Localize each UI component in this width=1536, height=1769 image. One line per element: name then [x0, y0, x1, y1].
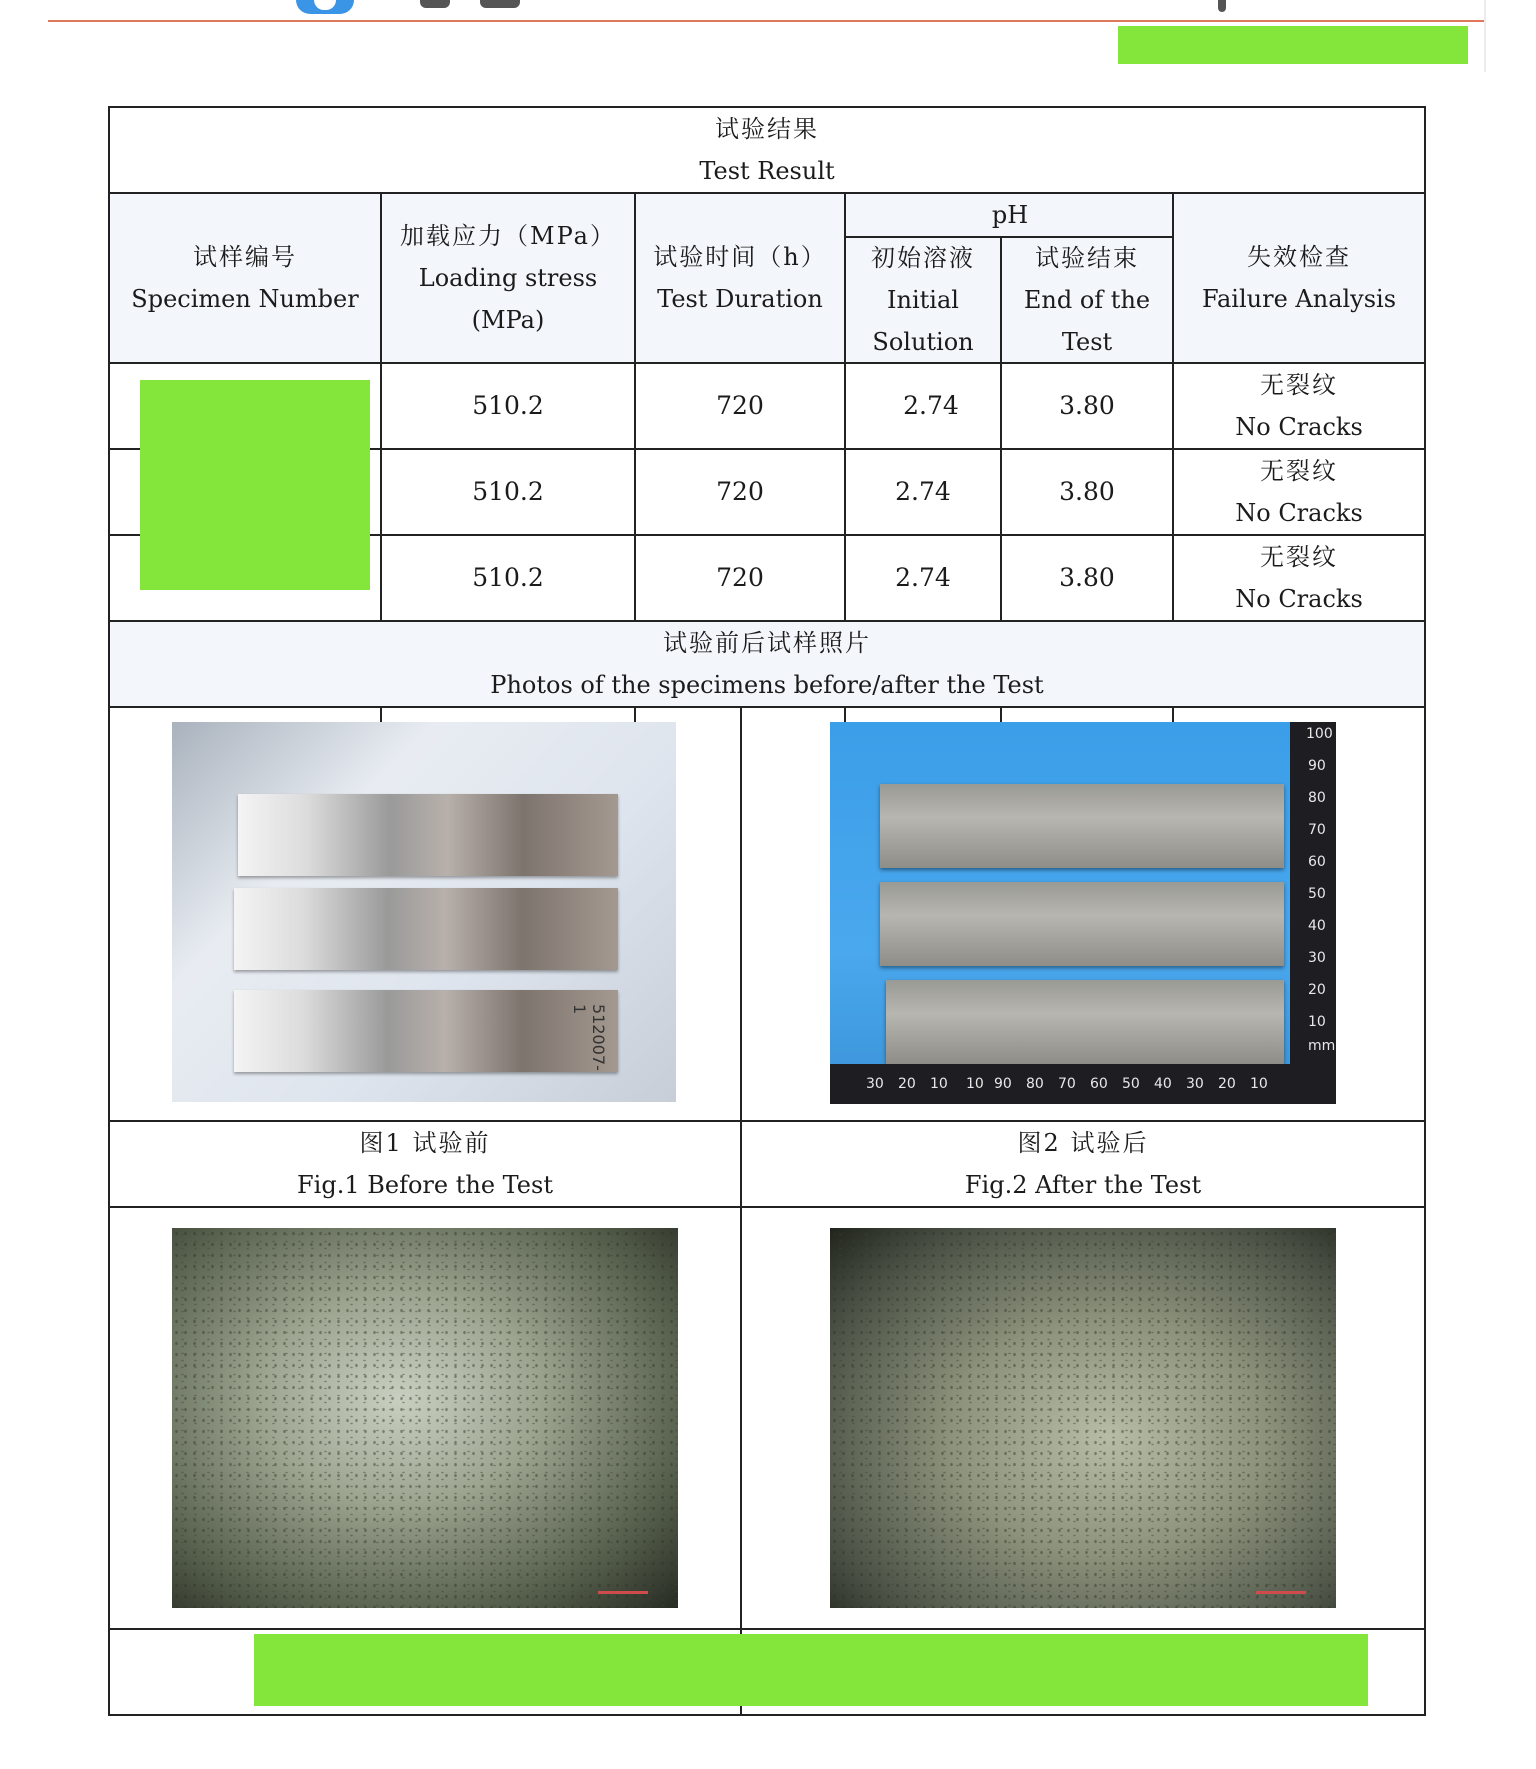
ruler-label: 90	[994, 1076, 1012, 1092]
header-ph-initial	[846, 238, 1000, 362]
ruler-label: 10	[1308, 1014, 1326, 1030]
failure-en: No Cracks	[1235, 413, 1363, 441]
ruler-label: 10	[930, 1076, 948, 1092]
failure-cn: 无裂纹	[1260, 457, 1338, 485]
header-label: Solution	[872, 328, 974, 356]
ruler-label: 60	[1090, 1076, 1108, 1092]
cell-ph-initial: 2.74	[895, 563, 951, 592]
micrograph-after	[830, 1228, 1336, 1608]
cell-ph-end: 3.80	[1059, 391, 1115, 420]
header-specimen-number	[110, 194, 380, 362]
scale-bar	[1256, 1581, 1306, 1594]
cell-ph-initial: 2.74	[903, 391, 959, 420]
ruler-label: 60	[1308, 854, 1326, 870]
cell-stress: 510.2	[472, 477, 544, 506]
photos-title	[110, 622, 1424, 706]
ruler-label: 40	[1154, 1076, 1172, 1092]
header-label: Loading stress	[418, 264, 598, 292]
cell-failure	[1174, 364, 1424, 448]
header-label: End of the	[1023, 286, 1151, 314]
ruler-horizontal	[830, 1064, 1336, 1104]
ruler-label: 70	[1058, 1076, 1076, 1092]
figure-2-caption	[742, 1122, 1424, 1206]
failure-en: No Cracks	[1235, 499, 1363, 527]
specimen-mark: 512007-1	[570, 1004, 608, 1071]
test-result-table	[108, 106, 1426, 1716]
ruler-label: 50	[1122, 1076, 1140, 1092]
header-loading-stress	[382, 194, 634, 362]
header-label: 试验时间（h）	[653, 243, 827, 271]
test-result-title	[110, 108, 1424, 192]
header-failure-analysis	[1174, 194, 1424, 362]
photo-before-test	[172, 722, 676, 1102]
cell-stress: 510.2	[472, 563, 544, 592]
caption-en: Fig.1 Before the Test	[297, 1171, 553, 1199]
divider	[110, 1206, 1424, 1208]
specimen-strip	[234, 990, 618, 1072]
ruler-label: 20	[898, 1076, 916, 1092]
page-header	[0, 0, 1536, 80]
ruler-label: 30	[866, 1076, 884, 1092]
header-label: Specimen Number	[131, 285, 359, 313]
cell-duration: 720	[716, 391, 764, 420]
divider	[110, 1628, 1424, 1630]
redaction-block-footer	[254, 1634, 1368, 1706]
photos-title-en: Photos of the specimens before/after the Test	[490, 671, 1044, 699]
header-ph-end	[1002, 238, 1172, 362]
ruler-label: 30	[1308, 950, 1326, 966]
caption-en: Fig.2 After the Test	[964, 1171, 1202, 1199]
specimen-strip	[880, 784, 1284, 868]
header-label: 初始溶液	[871, 244, 975, 272]
ruler-vertical	[1290, 722, 1336, 1104]
micrograph-texture	[830, 1228, 1336, 1608]
ruler-label: 40	[1308, 918, 1326, 934]
cell-stress: 510.2	[472, 391, 544, 420]
header-label: 试样编号	[193, 243, 297, 271]
title-cn: 试验结果	[715, 115, 819, 143]
header-label: 试验结束	[1035, 244, 1139, 272]
cell-failure	[1174, 536, 1424, 620]
header-label: Initial	[887, 286, 959, 314]
photo-after-test	[830, 722, 1336, 1104]
ruler-label: 20	[1308, 982, 1326, 998]
header-text-fragment	[480, 0, 520, 8]
header-label: 加载应力（MPa）	[400, 222, 616, 250]
header-label: Test Duration	[657, 285, 823, 313]
failure-cn: 无裂纹	[1260, 371, 1338, 399]
ruler-label: 30	[1186, 1076, 1204, 1092]
header-test-duration	[636, 194, 844, 362]
caption-cn: 图2 试验后	[1017, 1129, 1149, 1157]
divider	[110, 706, 1424, 708]
ruler-label: mm	[1308, 1038, 1336, 1054]
cell-ph-end: 3.80	[1059, 477, 1115, 506]
cell-ph-end: 3.80	[1059, 563, 1115, 592]
specimen-strip	[880, 882, 1284, 966]
micrograph-texture	[172, 1228, 678, 1608]
ruler-label: 80	[1308, 790, 1326, 806]
ruler-label: 80	[1026, 1076, 1044, 1092]
ruler-label: 70	[1308, 822, 1326, 838]
page-edge	[1484, 0, 1486, 72]
header-rule	[48, 20, 1486, 22]
ruler-label: 10	[1250, 1076, 1268, 1092]
divider	[740, 708, 742, 1714]
cell-duration: 720	[716, 563, 764, 592]
header-label: 失效检查	[1247, 243, 1351, 271]
ruler-label: 90	[1308, 758, 1326, 774]
header-label: Test	[1061, 328, 1113, 356]
ruler-label: 100	[1306, 726, 1333, 742]
header-text-fragment	[420, 0, 450, 8]
failure-cn: 无裂纹	[1260, 543, 1338, 571]
caption-cn: 图1 试验前	[359, 1129, 491, 1157]
title-en: Test Result	[699, 157, 835, 185]
header-label: pH	[991, 201, 1029, 229]
header-text-fragment	[1218, 0, 1226, 12]
ruler-label: 50	[1308, 886, 1326, 902]
ruler-label: 20	[1218, 1076, 1236, 1092]
failure-en: No Cracks	[1235, 585, 1363, 613]
micrograph-before	[172, 1228, 678, 1608]
figure-1-caption	[110, 1122, 740, 1206]
specimen-strip	[886, 980, 1284, 1064]
redaction-block-specimen	[140, 380, 370, 590]
cell-ph-initial: 2.74	[895, 477, 951, 506]
cell-failure	[1174, 450, 1424, 534]
scale-bar	[598, 1581, 648, 1594]
header-ph	[846, 194, 1174, 236]
header-label: Failure Analysis	[1201, 285, 1397, 313]
cell-duration: 720	[716, 477, 764, 506]
redaction-block-header	[1118, 26, 1468, 64]
header-label: (MPa)	[471, 306, 545, 334]
ruler-label: 10	[966, 1076, 984, 1092]
photos-title-cn: 试验前后试样照片	[663, 629, 871, 657]
specimen-strip	[238, 794, 618, 876]
specimen-strip	[234, 888, 618, 970]
